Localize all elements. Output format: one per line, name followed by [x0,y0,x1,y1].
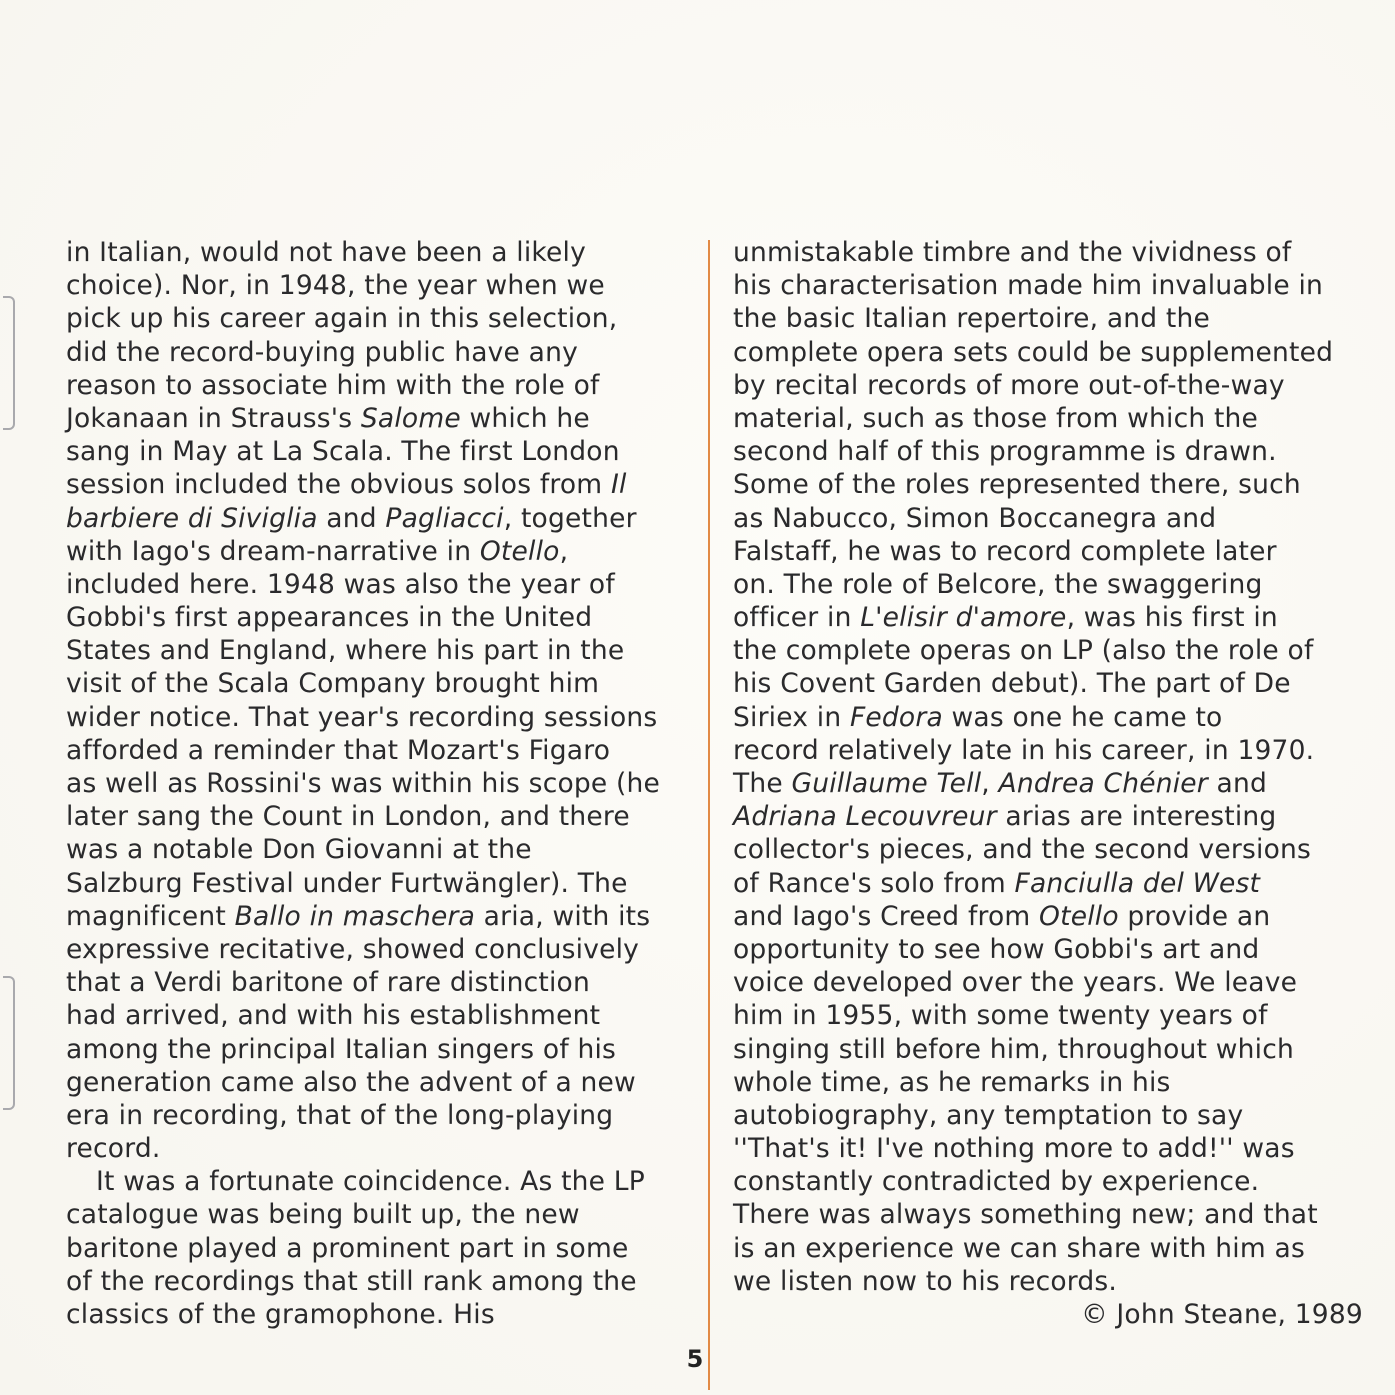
text-line: whole time, as he remarks in his [733,1066,1171,1098]
text-line: catalogue was being built up, the new [66,1199,580,1231]
text-line: second half of this programme is drawn. [733,436,1277,468]
text-line: constantly contradicted by experience. [733,1166,1260,1198]
text-line: Falstaff, he was to record complete later [733,535,1277,567]
text-line: sang in May at La Scala. The first London [66,436,620,468]
text-line: classics of the gramophone. His [66,1299,495,1330]
text-line: the basic Italian repertoire, and the [733,303,1210,335]
staple [3,296,15,430]
text-line: wider notice. That year's recording sessions [66,701,658,733]
text-line: was a notable Don Giovanni at the [66,834,532,866]
text-line: him in 1955, with some twenty years of [733,1000,1268,1032]
text-line: expressive recitative, showed conclusively [66,933,640,965]
text-line: ''That's it! I've nothing more to add!'' was [733,1133,1295,1165]
text-line: visit of the Scala Company brought him [66,668,600,700]
text-line: of Rance's solo from Fanciulla del West [733,867,1261,899]
text-line: had arrived, and with his establishment [66,1000,601,1032]
text-line: with Iago's dream-narrative in Otello, [66,535,569,567]
text-line: in Italian, would not have been a likely [66,237,586,268]
text-line: among the principal Italian singers of his [66,1033,617,1065]
text-line: and Iago's Creed from Otello provide an [733,900,1271,932]
text-line: later sang the Count in London, and there [66,801,630,833]
text-line: Jokanaan in Strauss's Salome which he [66,402,590,434]
text-line: material, such as those from which the [733,402,1259,434]
text-line: reason to associate him with the role of [66,369,600,401]
text-line: collector's pieces, and the second versions [733,834,1312,866]
text-line: Some of the roles represented there, such [733,469,1301,501]
text-line: The Guillaume Tell, Andrea Chénier and [733,768,1267,799]
text-line: singing still before him, throughout which [733,1033,1294,1065]
text-line: we listen now to his records. [733,1265,1118,1297]
right-text-column [733,236,1363,1331]
text-line: It was a fortunate coincidence. As the LP [96,1166,645,1198]
text-line: on. The role of Belcore, the swaggering [733,568,1263,600]
text-line: era in recording, that of the long-playing [66,1099,614,1131]
text-line: Siriex in Fedora was one he came to [733,701,1223,733]
text-line: There was always something new; and that [733,1199,1318,1231]
text-line: Adriana Lecouvreur arias are interesting [733,801,1277,833]
text-line: magnificent Ballo in maschera aria, with its [66,900,651,932]
text-line: did the record-buying public have any [66,336,578,368]
column-divider [708,240,710,1390]
text-line: barbiere di Siviglia and Pagliacci, together [66,502,637,534]
staple [3,976,15,1110]
text-line: opportunity to see how Gobbi's art and [733,933,1260,965]
text-line: is an experience we can share with him as [733,1232,1305,1264]
text-line: pick up his career again in this selection, [66,303,618,335]
text-line: that a Verdi baritone of rare distinction [66,967,590,999]
text-line: session included the obvious solos from Il [66,469,627,501]
text-line: of the recordings that still rank among the [66,1265,637,1297]
left-text-column [66,236,696,1331]
text-line: baritone played a prominent part in some [66,1232,629,1264]
text-line: States and England, where his part in the [66,635,625,667]
text-line: choice). Nor, in 1948, the year when we [66,270,605,302]
text-line: complete opera sets could be supplemented [733,336,1334,368]
text-line: generation came also the advent of a new [66,1066,636,1098]
text-line: as well as Rossini's was within his scope (he [66,768,661,799]
text-line: unmistakable timbre and the vividness of [733,237,1292,268]
text-line: as Nabucco, Simon Boccanegra and [733,502,1217,534]
text-line: record. [66,1133,161,1165]
text-line: autobiography, any temptation to say [733,1099,1244,1131]
text-line: by recital records of more out-of-the-way [733,369,1285,401]
text-line: officer in L'elisir d'amore, was his first in [733,602,1278,634]
text-line: voice developed over the years. We leave [733,967,1298,999]
page-number: 5 [686,1345,704,1373]
text-line: included here. 1948 was also the year of [66,568,615,600]
text-line: afforded a reminder that Mozart's Figaro [66,734,611,766]
text-line: Salzburg Festival under Furtwängler). The [66,867,628,899]
text-line: the complete operas on LP (also the role of [733,635,1314,667]
text-line: his Covent Garden debut). The part of De [733,668,1291,700]
text-line: Gobbi's first appearances in the United [66,602,593,634]
text-line: his characterisation made him invaluable in [733,270,1324,302]
signature: © John Steane, 1989 [1081,1299,1363,1330]
text-line: record relatively late in his career, in 1970. [733,734,1315,766]
